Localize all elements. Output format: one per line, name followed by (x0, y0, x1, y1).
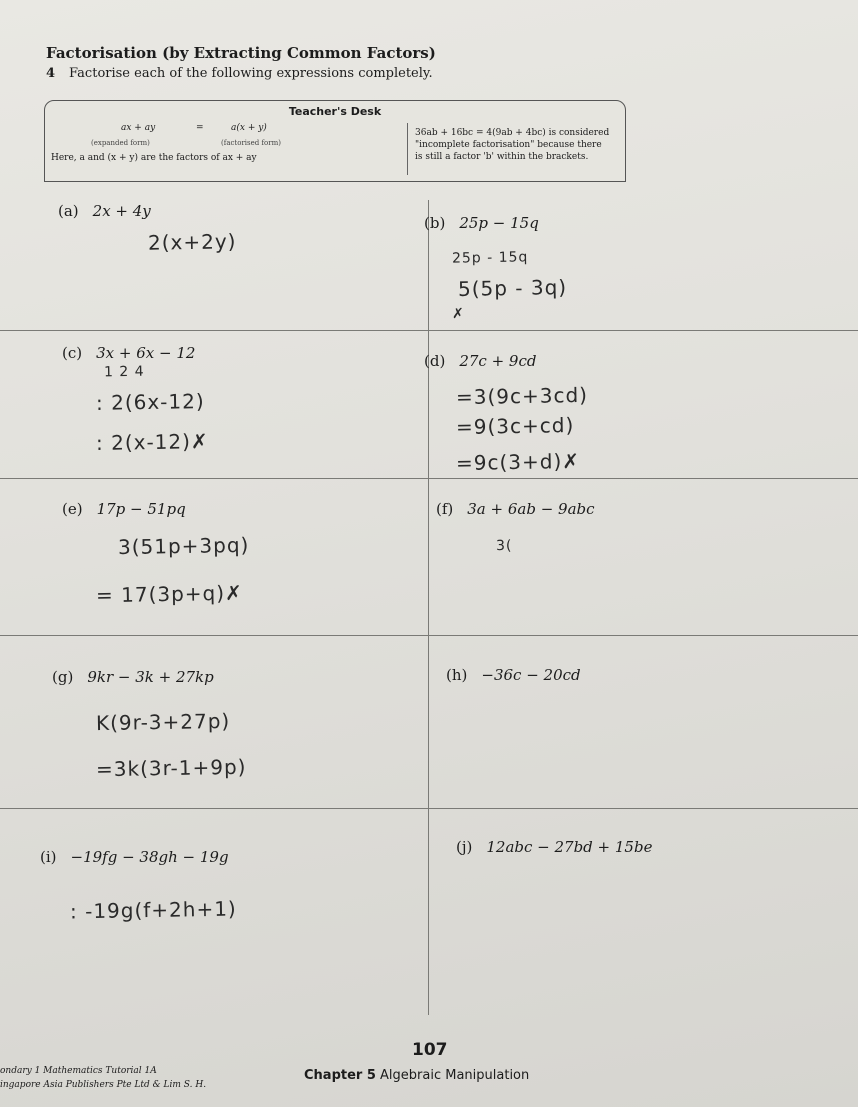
row-divider (0, 635, 858, 636)
work-i-line-1: : -19g(f+2h+1) (69, 896, 237, 924)
incomplete-note-line-1: 36ab + 16bc = 4(9ab + 4bc) is considered (415, 128, 610, 138)
expanded-expression: ax + ay (121, 123, 156, 133)
row-divider (0, 330, 858, 331)
question-j: (j) 12abc − 27bd + 15be (456, 838, 653, 856)
work-d-line-3: =9c(3+d)✗ (455, 448, 581, 476)
instruction (46, 66, 433, 81)
teachers-desk-right (415, 127, 620, 163)
instruction-text: Factorise each of the following expressions completely. (69, 66, 433, 81)
work-f-line-1: 3( (495, 537, 513, 555)
factorised-expression: a(x + y) (231, 123, 267, 133)
teachers-desk-title: Teacher's Desk (288, 105, 382, 118)
question-c: (c) 3x + 6x − 12 (62, 344, 196, 362)
work-b-line-2: 5(5p - 3q) (457, 275, 568, 301)
question-number: 4 (46, 66, 56, 81)
chapter-label: Chapter 5 (304, 1068, 376, 1083)
work-g-line-2: =3k(3r-1+9p) (95, 754, 247, 782)
question-a: (a) 2x + 4y (58, 202, 151, 220)
work-e-line-2: = 17(3p+q)✗ (95, 580, 244, 608)
publisher: ingapore Asia Publishers Pte Ltd & Lim S. H. (0, 1080, 207, 1090)
row-divider (0, 808, 858, 809)
work-d-line-2: =9(3c+cd) (455, 412, 575, 440)
question-h: (h) −36c − 20cd (446, 666, 581, 684)
page-number: 107 (412, 1040, 448, 1060)
work-g-line-1: K(9r-3+27p) (95, 708, 231, 736)
equals-sign: = (196, 123, 204, 133)
work-b-line-1: 25p - 15q (451, 249, 529, 267)
question-f: (f) 3a + 6ab − 9abc (436, 500, 595, 518)
work-c-line-3: : 2(x-12)✗ (95, 429, 209, 455)
desk-divider (407, 123, 408, 175)
chapter-heading (304, 1068, 529, 1083)
incomplete-note-line-3: is still a factor 'b' within the brackets. (415, 152, 589, 162)
row-divider (0, 478, 858, 479)
work-b-mark: ✗ (451, 305, 465, 323)
work-d-line-1: =3(9c+3cd) (455, 382, 589, 410)
question-d: (d) 27c + 9cd (424, 352, 537, 370)
incomplete-note-line-2: "incomplete factorisation" because there (415, 140, 602, 150)
question-e: (e) 17p − 51pq (62, 500, 186, 518)
column-divider (428, 200, 429, 1015)
teachers-desk-left (51, 121, 401, 177)
work-a-line-1: 2(x+2y) (147, 229, 237, 255)
book-title: ondary 1 Mathematics Tutorial 1A (0, 1066, 157, 1076)
question-g: (g) 9kr − 3k + 27kp (52, 668, 214, 686)
question-b: (b) 25p − 15q (424, 214, 539, 232)
chapter-title: Algebraic Manipulation (380, 1068, 530, 1083)
work-c-line-2: : 2(6x-12) (95, 389, 205, 415)
page-title: Factorisation (by Extracting Common Factors) (46, 44, 436, 62)
question-i: (i) −19fg − 38gh − 19g (40, 848, 229, 866)
expanded-label: (expanded form) (91, 139, 150, 147)
factors-note: Here, a and (x + y) are the factors of ax + ay (51, 153, 257, 163)
factorised-label: (factorised form) (221, 139, 281, 147)
teachers-desk-box (44, 100, 626, 182)
work-c-line-1: 1 2 4 (103, 363, 145, 381)
work-e-line-1: 3(51p+3pq) (117, 532, 250, 560)
